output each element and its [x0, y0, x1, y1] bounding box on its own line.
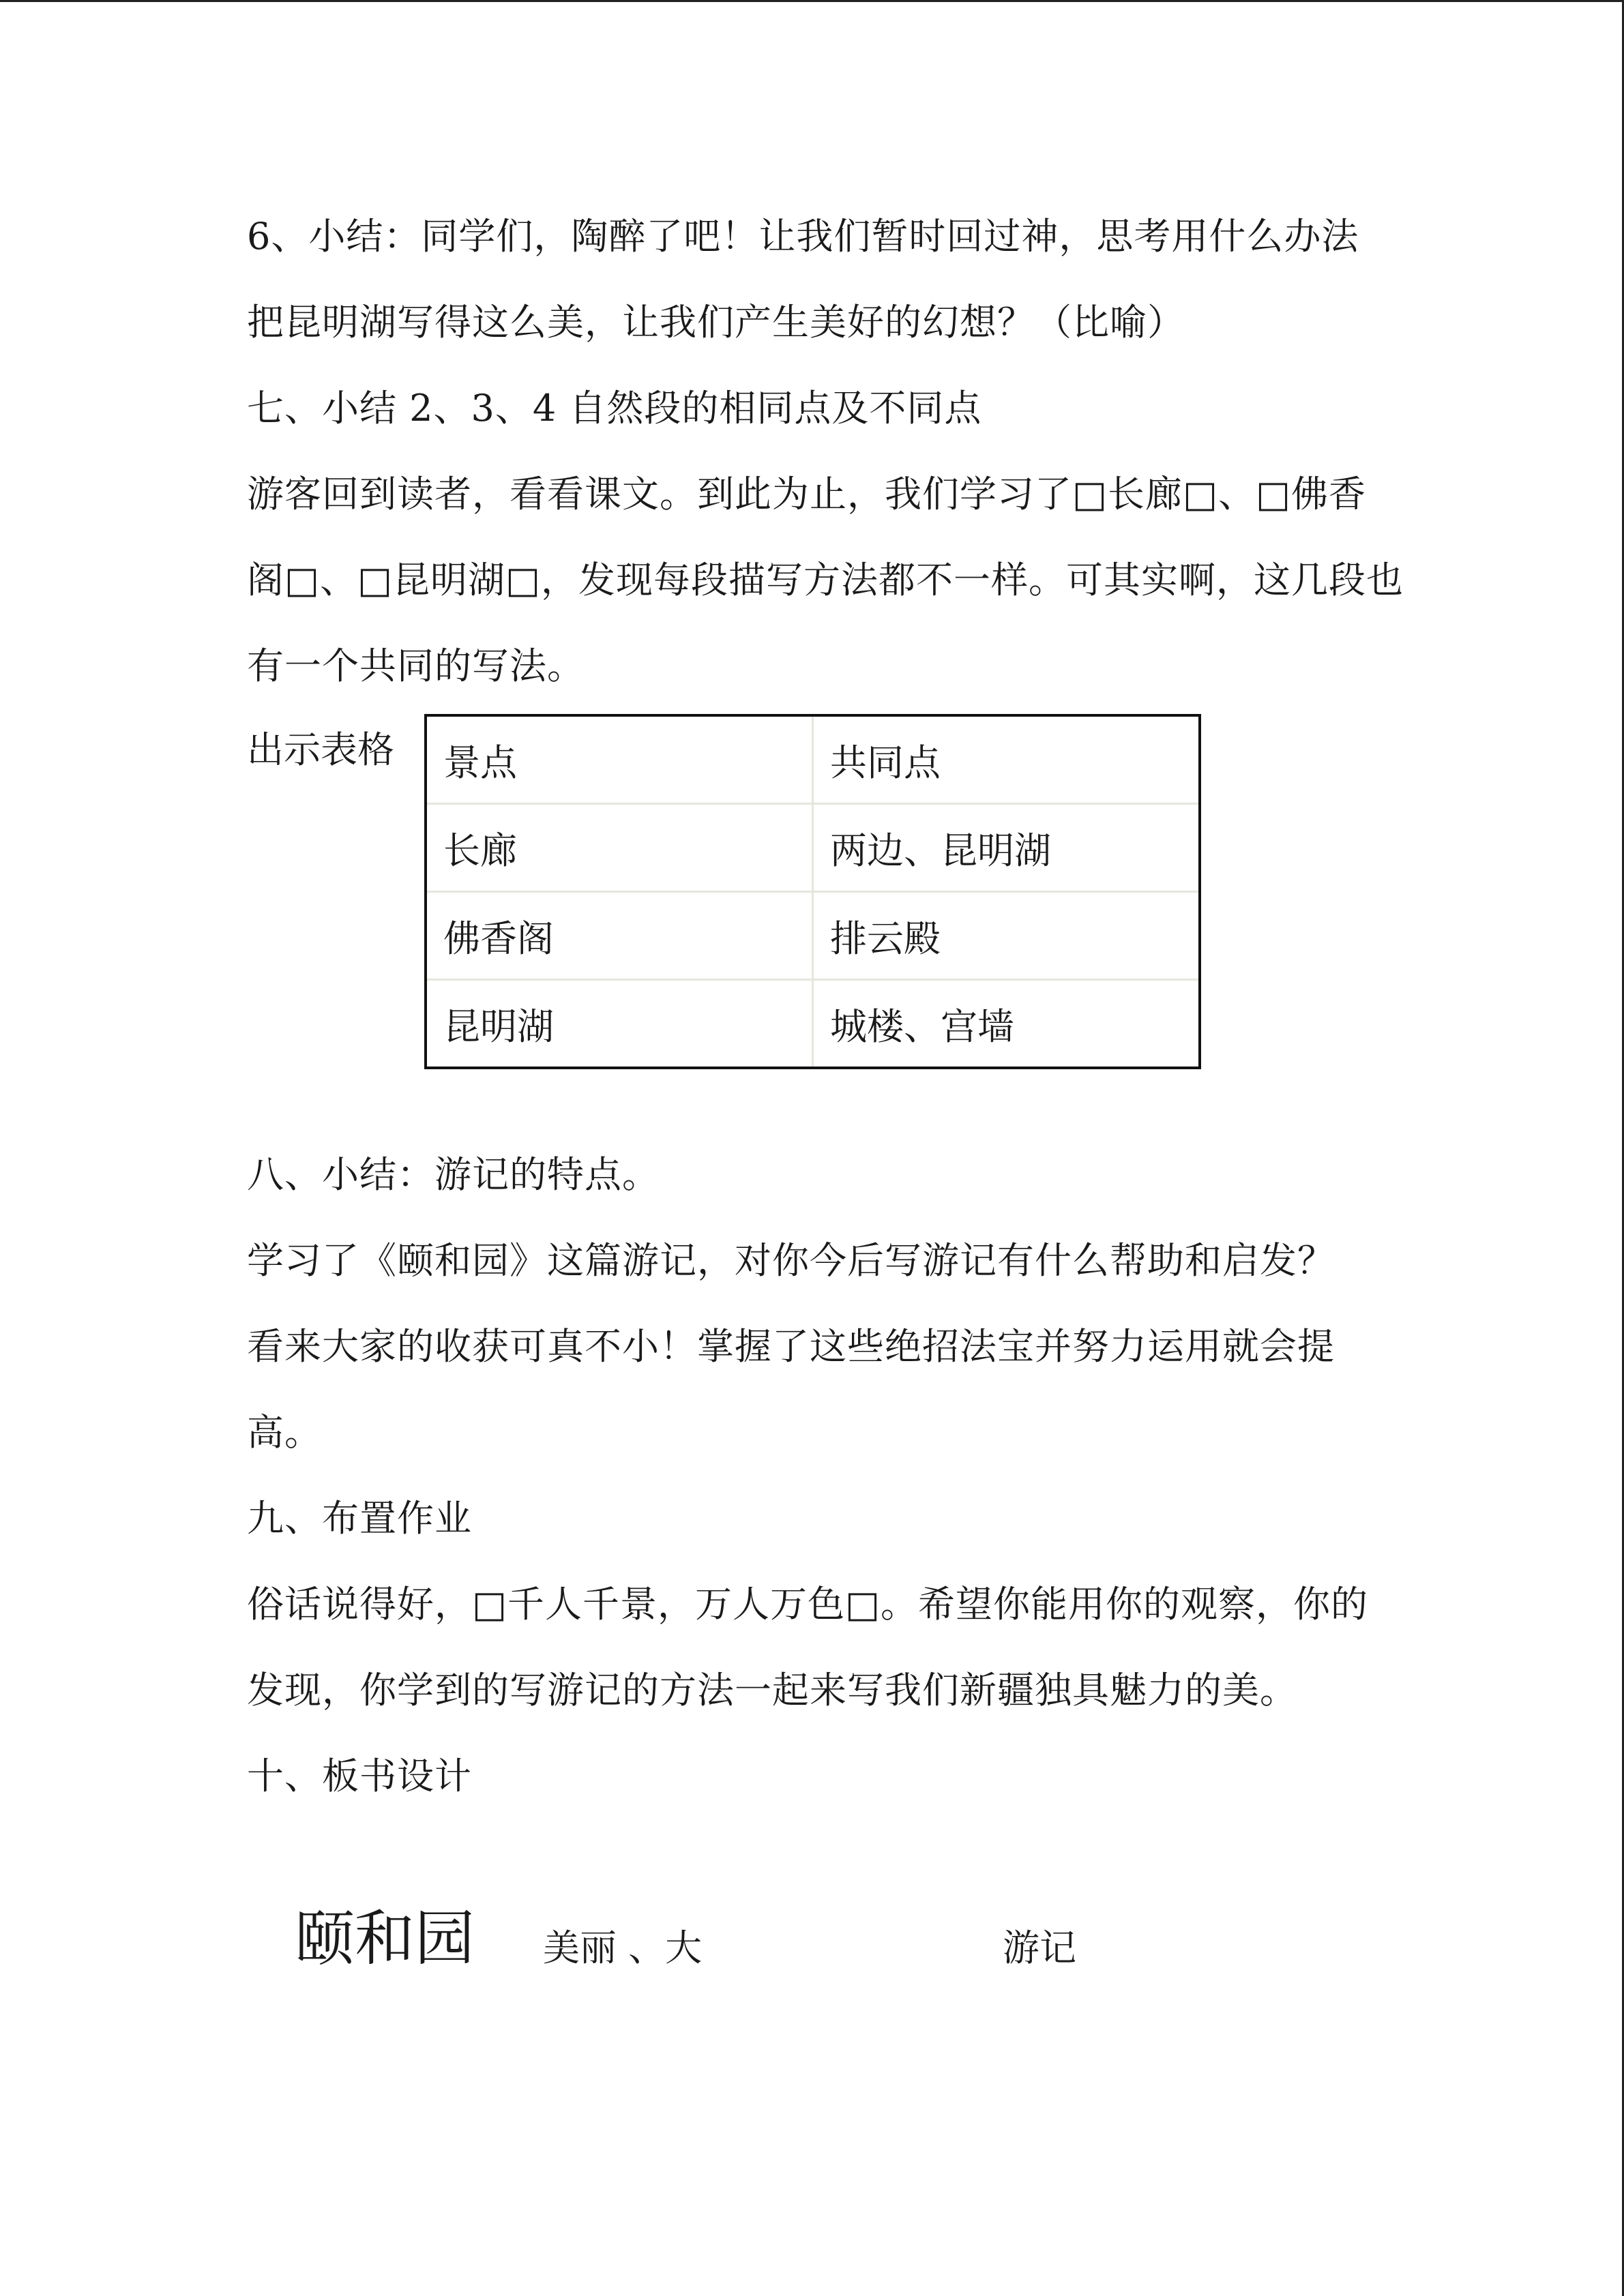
table-header-cell: 共同点 [813, 715, 1200, 804]
board-item: 游记 [1003, 1926, 1076, 1969]
paragraph-line: 高。 [247, 1411, 322, 1454]
table-row [426, 892, 1200, 980]
paragraph-line: 把昆明湖写得这么美，让我们产生美好的幻想？（比喻） [247, 301, 1185, 344]
paragraph-line: 发现，你学到的写游记的方法一起来写我们新疆独具魅力的美。 [247, 1669, 1297, 1712]
table-cell: 佛香阁 [426, 892, 813, 980]
table-header-row [426, 715, 1200, 804]
board-item: 美丽 、大 [543, 1926, 703, 1969]
table-label: 出示表格 [247, 728, 394, 771]
section-heading: 十、板书设计 [247, 1755, 472, 1798]
table-cell: 城楼、宫墙 [813, 980, 1200, 1069]
paragraph-line: 学习了《颐和园》这篇游记，对你今后写游记有什么帮助和启发？ [247, 1239, 1335, 1282]
paragraph-line: 俗话说得好，□千人千景，万人万色□。希望你能用你的观察，你的 [247, 1583, 1369, 1626]
page-border-top [0, 0, 1624, 2]
table-cell: 昆明湖 [426, 980, 813, 1069]
scenic-spots-table [424, 714, 1201, 1069]
table-row [426, 804, 1200, 892]
paragraph-line: 6、小结：同学们，陶醉了吧！让我们暂时回过神，思考用什么办法 [247, 215, 1359, 258]
section-heading: 七、小结 2、3、4 自然段的相同点及不同点 [247, 387, 982, 430]
section-heading: 九、布置作业 [247, 1497, 472, 1540]
paragraph-line: 看来大家的收获可真不小！掌握了这些绝招法宝并努力运用就会提 [247, 1325, 1335, 1368]
paragraph-line: 阁□、□昆明湖□，发现每段描写方法都不一样。可其实啊，这几段也 [247, 558, 1404, 601]
table-row [426, 980, 1200, 1069]
table-cell: 排云殿 [813, 892, 1200, 980]
paragraph-line: 有一个共同的写法。 [247, 644, 585, 687]
table-cell: 两边、昆明湖 [813, 804, 1200, 892]
paragraph-line: 游客回到读者，看看课文。到此为止，我们学习了□长廊□、□佛香 [247, 473, 1367, 516]
table-header-cell: 景点 [426, 715, 813, 804]
table-cell: 长廊 [426, 804, 813, 892]
board-title: 颐和园 [295, 1903, 475, 1973]
section-heading: 八、小结：游记的特点。 [247, 1153, 660, 1196]
